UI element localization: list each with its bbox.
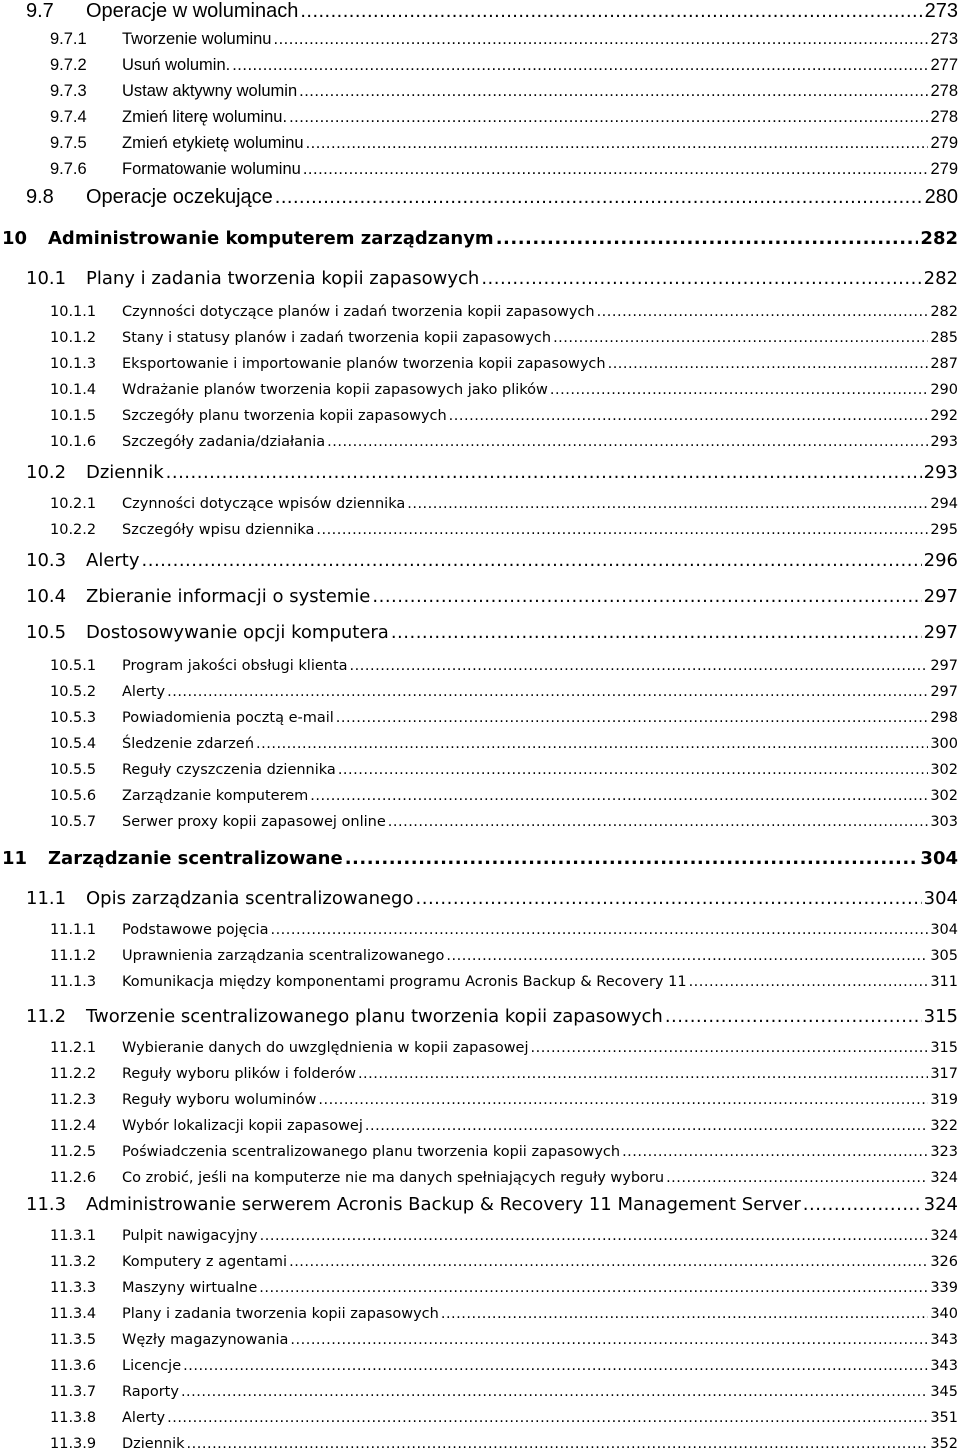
toc-entry-number: 10.5.5 <box>50 762 97 778</box>
toc-entry-title: Poświadczenia scentralizowanego planu tworzenia kopii zapasowych <box>122 1144 621 1160</box>
toc-entry-title: Powiadomienia pocztą e-mail <box>122 710 334 726</box>
toc-entry-number: 10.1.2 <box>50 330 97 346</box>
toc-entry-page-number: 304 <box>923 888 958 909</box>
toc-entry-page-number: 279 <box>930 134 958 152</box>
toc-dot-leader <box>666 1170 928 1186</box>
toc-entry[interactable] <box>0 1306 958 1322</box>
toc-entry-title: Opis zarządzania scentralizowanego <box>86 888 414 909</box>
toc-entry-page-number: 296 <box>923 550 958 571</box>
toc-entry-page-number: 305 <box>930 948 958 964</box>
toc-dot-leader <box>183 1358 928 1374</box>
toc-dot-leader <box>407 496 928 512</box>
toc-entry-title: Plany i zadania tworzenia kopii zapasowych <box>122 1306 439 1322</box>
toc-entry-page-number: 280 <box>924 186 958 208</box>
toc-entry-page-number: 282 <box>923 268 958 289</box>
toc-entry-title: Formatowanie woluminu <box>122 160 301 178</box>
toc-entry-page-number: 300 <box>930 736 958 752</box>
toc-entry-title: Uprawnienia zarządzania scentralizowanego <box>122 948 445 964</box>
toc-entry[interactable] <box>0 1170 958 1186</box>
toc-entry-title: Tworzenie scentralizowanego planu tworzenia kopii zapasowych <box>86 1006 663 1027</box>
toc-entry-page-number: 297 <box>923 586 958 607</box>
toc-dot-leader <box>358 1066 928 1082</box>
toc-entry-number: 9.7.2 <box>50 56 87 74</box>
toc-entry-number: 10.5.6 <box>50 788 97 804</box>
toc-dot-leader <box>441 1306 928 1322</box>
toc-entry[interactable] <box>0 1006 958 1027</box>
toc-entry[interactable] <box>0 522 958 538</box>
toc-entry-page-number: 297 <box>930 684 958 700</box>
toc-entry-title: Szczegóły wpisu dziennika <box>122 522 315 538</box>
toc-dot-leader <box>365 1118 928 1134</box>
toc-entry-number: 10.1.5 <box>50 408 97 424</box>
toc-entry-number: 10.1 <box>26 268 67 289</box>
toc-entry-title: Zarządzanie scentralizowane <box>48 848 343 869</box>
toc-entry-page-number: 343 <box>930 1358 958 1374</box>
toc-entry[interactable] <box>0 1228 958 1244</box>
toc-dot-leader <box>338 762 929 778</box>
toc-entry-page-number: 303 <box>930 814 958 830</box>
toc-entry-page-number: 282 <box>920 228 958 249</box>
toc-entry[interactable] <box>0 1358 958 1374</box>
toc-entry-title: Pulpit nawigacyjny <box>122 1228 258 1244</box>
toc-entry-number: 9.7 <box>26 0 54 22</box>
toc-entry-title: Plany i zadania tworzenia kopii zapasowych <box>86 268 480 289</box>
toc-entry-title: Reguły czyszczenia dziennika <box>122 762 336 778</box>
toc-entry-number: 11.2.5 <box>50 1144 97 1160</box>
toc-entry-page-number: 352 <box>930 1436 958 1452</box>
toc-entry-title: Reguły wyboru plików i folderów <box>122 1066 356 1082</box>
toc-entry-title: Wybieranie danych do uwzględnienia w kopii zapasowej <box>122 1040 529 1056</box>
toc-entry-page-number: 343 <box>930 1332 958 1348</box>
toc-entry-number: 10.5.7 <box>50 814 97 830</box>
toc-dot-leader <box>372 586 921 607</box>
toc-entry-page-number: 324 <box>930 1170 958 1186</box>
toc-entry-title: Reguły wyboru woluminów <box>122 1092 317 1108</box>
toc-entry-title: Stany i statusy planów i zadań tworzenia kopii zapasowych <box>122 330 552 346</box>
toc-entry-page-number: 340 <box>930 1306 958 1322</box>
toc-entry-number: 10.2.1 <box>50 496 97 512</box>
toc-entry-number: 11.3.2 <box>50 1254 97 1270</box>
toc-entry-title: Wdrażanie planów tworzenia kopii zapasowych jako plików <box>122 382 548 398</box>
toc-entry-page-number: 297 <box>923 622 958 643</box>
toc-entry[interactable] <box>0 710 958 726</box>
toc-entry-number: 9.7.6 <box>50 160 87 178</box>
toc-entry-page-number: 282 <box>930 304 958 320</box>
toc-entry-number: 10.5 <box>26 622 67 643</box>
toc-entry-number: 11.2.3 <box>50 1092 97 1108</box>
toc-entry-page-number: 297 <box>930 658 958 674</box>
toc-entry[interactable] <box>0 304 958 320</box>
toc-entry-page-number: 293 <box>930 434 958 450</box>
toc-entry[interactable] <box>0 1436 958 1452</box>
toc-entry-page-number: 311 <box>930 974 958 990</box>
toc-entry-title: Podstawowe pojęcia <box>122 922 269 938</box>
toc-entry-title: Administrowanie komputerem zarządzanym <box>48 228 494 249</box>
toc-entry-number: 11.3 <box>26 1194 67 1215</box>
toc-entry-number: 11.3.5 <box>50 1332 97 1348</box>
toc-dot-leader <box>270 922 928 938</box>
toc-entry-number: 10.2.2 <box>50 522 97 538</box>
toc-entry-number: 11.2.4 <box>50 1118 97 1134</box>
toc-entry-page-number: 273 <box>930 30 958 48</box>
toc-entry[interactable] <box>0 186 958 209</box>
toc-entry-title: Czynności dotyczące planów i zadań tworzenia kopii zapasowych <box>122 304 595 320</box>
toc-entry-number: 11.1.1 <box>50 922 97 938</box>
toc-dot-leader <box>416 888 922 909</box>
toc-entry-number: 11.3.1 <box>50 1228 97 1244</box>
toc-entry-number: 10.5.3 <box>50 710 97 726</box>
toc-entry-title: Śledzenie zdarzeń <box>122 736 255 752</box>
toc-entry[interactable] <box>0 1194 958 1215</box>
toc-entry-page-number: 319 <box>930 1092 958 1108</box>
toc-entry-number: 11.2.2 <box>50 1066 97 1082</box>
toc-entry-page-number: 315 <box>923 1006 958 1027</box>
toc-entry-page-number: 302 <box>930 788 958 804</box>
toc-dot-leader <box>388 814 929 830</box>
toc-entry-title: Dziennik <box>122 1436 185 1452</box>
toc-dot-leader <box>550 382 928 398</box>
toc-dot-leader <box>300 0 922 23</box>
toc-dot-leader <box>256 736 928 752</box>
toc-entry-number: 9.7.5 <box>50 134 87 152</box>
toc-entry-page-number: 278 <box>930 108 958 126</box>
toc-entry-page-number: 351 <box>930 1410 958 1426</box>
toc-dot-leader <box>260 1228 929 1244</box>
toc-entry-page-number: 292 <box>930 408 958 424</box>
toc-entry-page-number: 304 <box>920 848 958 869</box>
toc-entry-page-number: 324 <box>923 1194 958 1215</box>
toc-entry[interactable] <box>0 888 958 909</box>
toc-entry[interactable] <box>0 330 958 346</box>
toc-dot-leader <box>597 304 929 320</box>
toc-entry[interactable] <box>0 948 958 964</box>
toc-entry-title: Komunikacja między komponentami programu Acronis Backup & Recovery 11 <box>122 974 687 990</box>
toc-entry-title: Węzły magazynowania <box>122 1332 289 1348</box>
toc-entry-number: 10.4 <box>26 586 67 607</box>
toc-dot-leader <box>350 658 929 674</box>
toc-entry[interactable] <box>0 228 958 249</box>
toc-entry-number: 10 <box>2 228 28 249</box>
toc-entry[interactable] <box>0 658 958 674</box>
toc-entry-title: Licencje <box>122 1358 182 1374</box>
toc-entry[interactable] <box>0 160 958 179</box>
toc-dot-leader <box>273 30 928 49</box>
toc-entry-number: 11.3.4 <box>50 1306 97 1322</box>
toc-dot-leader <box>689 974 929 990</box>
toc-entry-page-number: 324 <box>930 1228 958 1244</box>
toc-dot-leader <box>299 82 928 101</box>
toc-dot-leader <box>449 408 929 424</box>
toc-entry-title: Szczegóły zadania/działania <box>122 434 326 450</box>
toc-entry-number: 9.7.3 <box>50 82 87 100</box>
toc-entry[interactable] <box>0 462 958 483</box>
toc-dot-leader <box>531 1040 929 1056</box>
toc-entry-page-number: 293 <box>923 462 958 483</box>
toc-entry-title: Co zrobić, jeśli na komputerze nie ma danych spełniających reguły wyboru <box>122 1170 665 1186</box>
toc-entry-page-number: 322 <box>930 1118 958 1134</box>
toc-entry-page-number: 294 <box>930 496 958 512</box>
toc-entry[interactable] <box>0 0 958 23</box>
toc-entry[interactable] <box>0 974 958 990</box>
toc-entry-number: 11.2 <box>26 1006 67 1027</box>
toc-entry-title: Operacje oczekujące <box>86 186 273 208</box>
toc-entry-number: 10.1.1 <box>50 304 97 320</box>
toc-entry[interactable] <box>0 30 958 49</box>
toc-entry-title: Program jakości obsługi klienta <box>122 658 348 674</box>
toc-entry[interactable] <box>0 56 958 75</box>
toc-dot-leader <box>481 268 921 289</box>
toc-dot-leader <box>289 108 928 127</box>
toc-entry-title: Ustaw aktywny wolumin <box>122 82 298 100</box>
toc-entry-page-number: 326 <box>930 1254 958 1270</box>
toc-dot-leader <box>446 948 928 964</box>
toc-entry-number: 11.3.6 <box>50 1358 97 1374</box>
toc-entry-title: Maszyny wirtualne <box>122 1280 258 1296</box>
toc-entry[interactable] <box>0 1144 958 1160</box>
toc-entry-page-number: 304 <box>930 922 958 938</box>
toc-entry-page-number: 290 <box>930 382 958 398</box>
toc-entry-title: Zmień etykietę woluminu <box>122 134 304 152</box>
toc-entry[interactable] <box>0 408 958 424</box>
toc-entry[interactable] <box>0 268 958 289</box>
toc-dot-leader <box>553 330 928 346</box>
toc-entry-page-number: 345 <box>930 1384 958 1400</box>
toc-entry-title: Tworzenie woluminu <box>122 30 272 48</box>
toc-entry[interactable] <box>0 1384 958 1400</box>
toc-dot-leader <box>608 356 929 372</box>
toc-dot-leader <box>803 1194 922 1215</box>
toc-dot-leader <box>496 228 919 249</box>
toc-entry[interactable] <box>0 762 958 778</box>
toc-dot-leader <box>167 684 928 700</box>
toc-entry-number: 10.2 <box>26 462 67 483</box>
toc-entry-title: Wybór lokalizacji kopii zapasowej <box>122 1118 363 1134</box>
toc-entry-title: Zbieranie informacji o systemie <box>86 586 371 607</box>
toc-entry[interactable] <box>0 82 958 101</box>
toc-entry-number: 9.7.4 <box>50 108 87 126</box>
toc-entry-page-number: 302 <box>930 762 958 778</box>
toc-entry-title: Zmień literę woluminu. <box>122 108 288 126</box>
toc-dot-leader <box>391 622 922 643</box>
toc-dot-leader <box>166 462 922 483</box>
toc-dot-leader <box>289 1254 928 1270</box>
toc-dot-leader <box>665 1006 922 1027</box>
toc-entry-page-number: 279 <box>930 160 958 178</box>
toc-entry-number: 10.1.3 <box>50 356 97 372</box>
toc-dot-leader <box>275 186 923 209</box>
toc-entry-title: Usuń wolumin. <box>122 56 231 74</box>
toc-entry-page-number: 273 <box>924 0 958 22</box>
toc-entry-title: Operacje w woluminach <box>86 0 299 22</box>
toc-entry[interactable] <box>0 1040 958 1056</box>
toc-entry-page-number: 277 <box>930 56 958 74</box>
toc-dot-leader <box>181 1384 928 1400</box>
toc-entry-number: 9.7.1 <box>50 30 87 48</box>
toc-entry-number: 11.3.8 <box>50 1410 97 1426</box>
toc-dot-leader <box>310 788 928 804</box>
toc-entry[interactable] <box>0 814 958 830</box>
toc-entry[interactable] <box>0 496 958 512</box>
toc-entry[interactable] <box>0 1332 958 1348</box>
toc-entry-page-number: 278 <box>930 82 958 100</box>
toc-entry[interactable] <box>0 736 958 752</box>
toc-entry-number: 11.3.7 <box>50 1384 97 1400</box>
toc-entry[interactable] <box>0 434 958 450</box>
toc-entry-number: 11.3.3 <box>50 1280 97 1296</box>
toc-entry[interactable] <box>0 108 958 127</box>
toc-entry-number: 11.1 <box>26 888 67 909</box>
toc-dot-leader <box>336 710 929 726</box>
toc-dot-leader <box>232 56 928 75</box>
toc-entry[interactable] <box>0 1118 958 1134</box>
toc-entry-number: 10.5.2 <box>50 684 97 700</box>
toc-entry-title: Eksportowanie i importowanie planów tworzenia kopii zapasowych <box>122 356 606 372</box>
toc-entry-number: 10.1.4 <box>50 382 97 398</box>
toc-entry-number: 9.8 <box>26 186 54 208</box>
toc-entry[interactable] <box>0 848 958 869</box>
toc-entry-number: 10.5.4 <box>50 736 97 752</box>
toc-entry-title: Szczegóły planu tworzenia kopii zapasowych <box>122 408 447 424</box>
toc-dot-leader <box>306 134 929 153</box>
toc-entry[interactable] <box>0 922 958 938</box>
toc-entry-title: Serwer proxy kopii zapasowej online <box>122 814 386 830</box>
toc-dot-leader <box>318 1092 928 1108</box>
toc-entry-number: 11.2.1 <box>50 1040 97 1056</box>
toc-entry[interactable] <box>0 382 958 398</box>
toc-entry[interactable] <box>0 788 958 804</box>
toc-dot-leader <box>187 1436 929 1452</box>
toc-entry-page-number: 285 <box>930 330 958 346</box>
toc-entry[interactable] <box>0 622 958 643</box>
toc-entry-page-number: 298 <box>930 710 958 726</box>
toc-entry-title: Raporty <box>122 1384 179 1400</box>
toc-dot-leader <box>290 1332 928 1348</box>
toc-entry-title: Komputery z agentami <box>122 1254 288 1270</box>
toc-entry-title: Zarządzanie komputerem <box>122 788 309 804</box>
toc-entry[interactable] <box>0 1092 958 1108</box>
toc-entry-number: 10.3 <box>26 550 67 571</box>
toc-entry-number: 11.2.6 <box>50 1170 97 1186</box>
toc-entry-title: Alerty <box>122 1410 166 1426</box>
toc-entry-page-number: 315 <box>930 1040 958 1056</box>
toc-entry[interactable] <box>0 684 958 700</box>
toc-dot-leader <box>316 522 928 538</box>
toc-entry[interactable] <box>0 1280 958 1296</box>
toc-entry[interactable] <box>0 134 958 153</box>
toc-entry-number: 10.5.1 <box>50 658 97 674</box>
toc-entry-number: 11.1.2 <box>50 948 97 964</box>
toc-entry-page-number: 323 <box>930 1144 958 1160</box>
toc-entry-page-number: 317 <box>930 1066 958 1082</box>
toc-entry[interactable] <box>0 550 958 571</box>
toc-entry-title: Administrowanie serwerem Acronis Backup & Recovery 11 Management Server <box>86 1194 801 1215</box>
toc-dot-leader <box>142 550 922 571</box>
toc-entry-page-number: 295 <box>930 522 958 538</box>
toc-entry-number: 11 <box>2 848 28 869</box>
toc-entry-title: Dziennik <box>86 462 164 483</box>
toc-dot-leader <box>259 1280 928 1296</box>
toc-entry-number: 11.3.9 <box>50 1436 97 1452</box>
toc-dot-leader <box>327 434 928 450</box>
toc-entry[interactable] <box>0 586 958 607</box>
toc-dot-leader <box>303 160 929 179</box>
toc-dot-leader <box>622 1144 928 1160</box>
toc-entry-title: Dostosowywanie opcji komputera <box>86 622 389 643</box>
toc-entry-page-number: 287 <box>930 356 958 372</box>
toc-dot-leader <box>167 1410 928 1426</box>
toc-entry[interactable] <box>0 1410 958 1426</box>
toc-entry-title: Czynności dotyczące wpisów dziennika <box>122 496 406 512</box>
toc-entry[interactable] <box>0 1066 958 1082</box>
toc-entry-page-number: 339 <box>930 1280 958 1296</box>
toc-entry-number: 10.1.6 <box>50 434 97 450</box>
toc-entry-title: Alerty <box>86 550 140 571</box>
toc-entry-title: Alerty <box>122 684 166 700</box>
toc-entry[interactable] <box>0 1254 958 1270</box>
toc-dot-leader <box>345 848 919 869</box>
toc-entry-number: 11.1.3 <box>50 974 97 990</box>
toc-entry[interactable] <box>0 356 958 372</box>
